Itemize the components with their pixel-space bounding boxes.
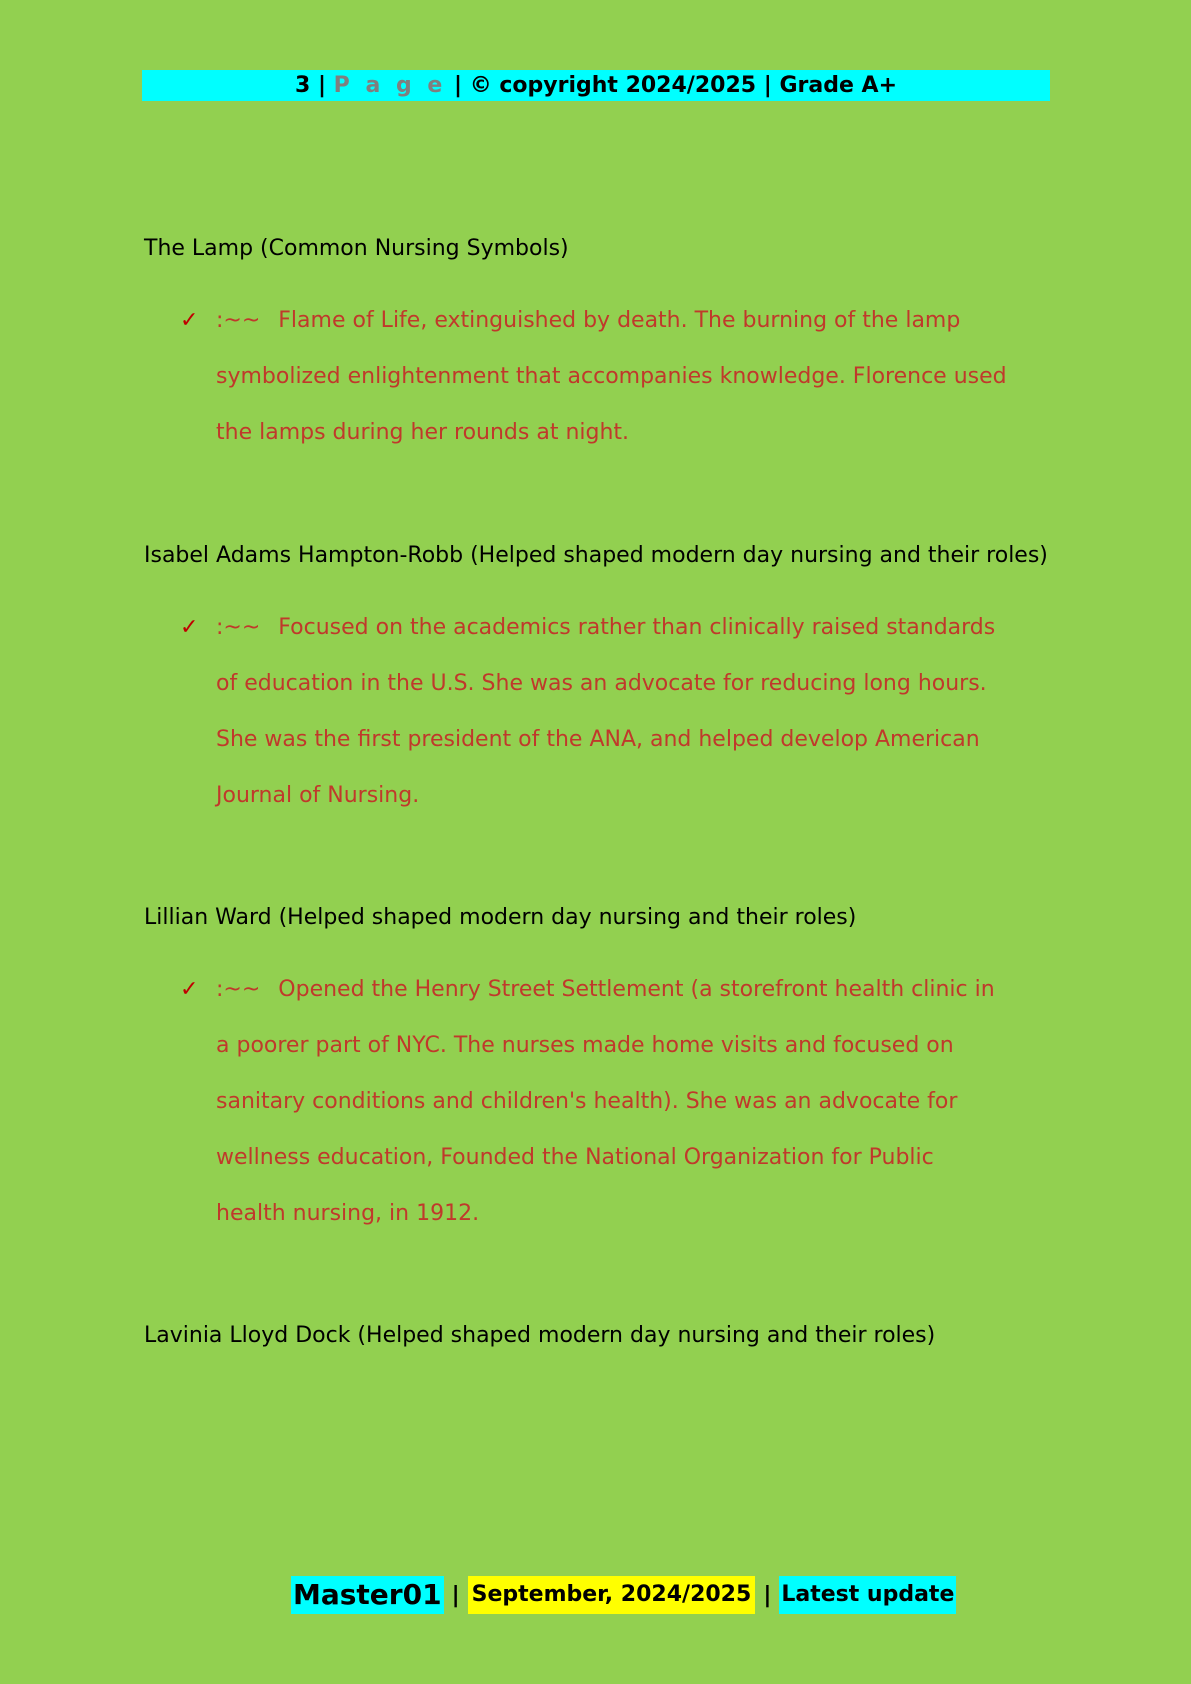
list-item <box>180 962 1010 1242</box>
section-heading: The Lamp (Common Nursing Symbols) <box>144 236 569 261</box>
checkmark-icon: ✓ <box>180 308 199 333</box>
item-body: Focused on the academics rather than clinically raised standards of education in the U.S. She was an advocate for reducing long hours. She was the first president of the ANA, and helped develop American Journal of Nursing. <box>216 615 996 808</box>
header-separator: | <box>763 73 772 98</box>
page-footer <box>291 1576 956 1614</box>
list-item <box>180 600 1010 824</box>
section-heading: Isabel Adams Hampton-Robb (Helped shaped modern day nursing and their roles) <box>144 543 1048 568</box>
header-separator: | <box>453 73 463 98</box>
list-item-text <box>216 293 1010 461</box>
footer-update: Latest update <box>779 1576 956 1614</box>
page-header <box>142 70 1050 101</box>
page-label: P a g e <box>333 73 447 98</box>
footer-brand: Master01 <box>291 1576 444 1614</box>
list-item-text <box>216 600 1010 824</box>
section-heading: Lillian Ward (Helped shaped modern day nursing and their roles) <box>144 905 857 930</box>
footer-date: September, 2024/2025 <box>468 1576 756 1614</box>
header-separator: | <box>317 73 326 98</box>
page-number: 3 <box>294 73 311 98</box>
grade-text: Grade A+ <box>779 73 898 98</box>
item-prefix: :~~ <box>216 615 261 640</box>
checkmark-icon: ✓ <box>180 615 199 640</box>
list-item <box>180 293 1010 461</box>
item-body: Opened the Henry Street Settlement (a storefront health clinic in a poorer part of NYC. The nurses made home visits and focused on sanitary conditions and children's health). She was an advocate for wellness education, Founded the National Organization for Public health nursing, in 1912. <box>216 977 995 1226</box>
copyright-text: © copyright 2024/2025 <box>469 73 757 98</box>
section-heading: Lavinia Lloyd Dock (Helped shaped modern day nursing and their roles) <box>144 1323 936 1348</box>
list-item-text <box>216 962 1010 1242</box>
checkmark-icon: ✓ <box>180 977 199 1002</box>
footer-separator: | <box>763 1582 772 1608</box>
item-body: Flame of Life, extinguished by death. The burning of the lamp symbolized enlightenment that accompanies knowledge. Florence used the lamps during her rounds at night. <box>216 308 1007 445</box>
footer-separator: | <box>451 1582 460 1608</box>
item-prefix: :~~ <box>216 977 261 1002</box>
item-prefix: :~~ <box>216 308 261 333</box>
